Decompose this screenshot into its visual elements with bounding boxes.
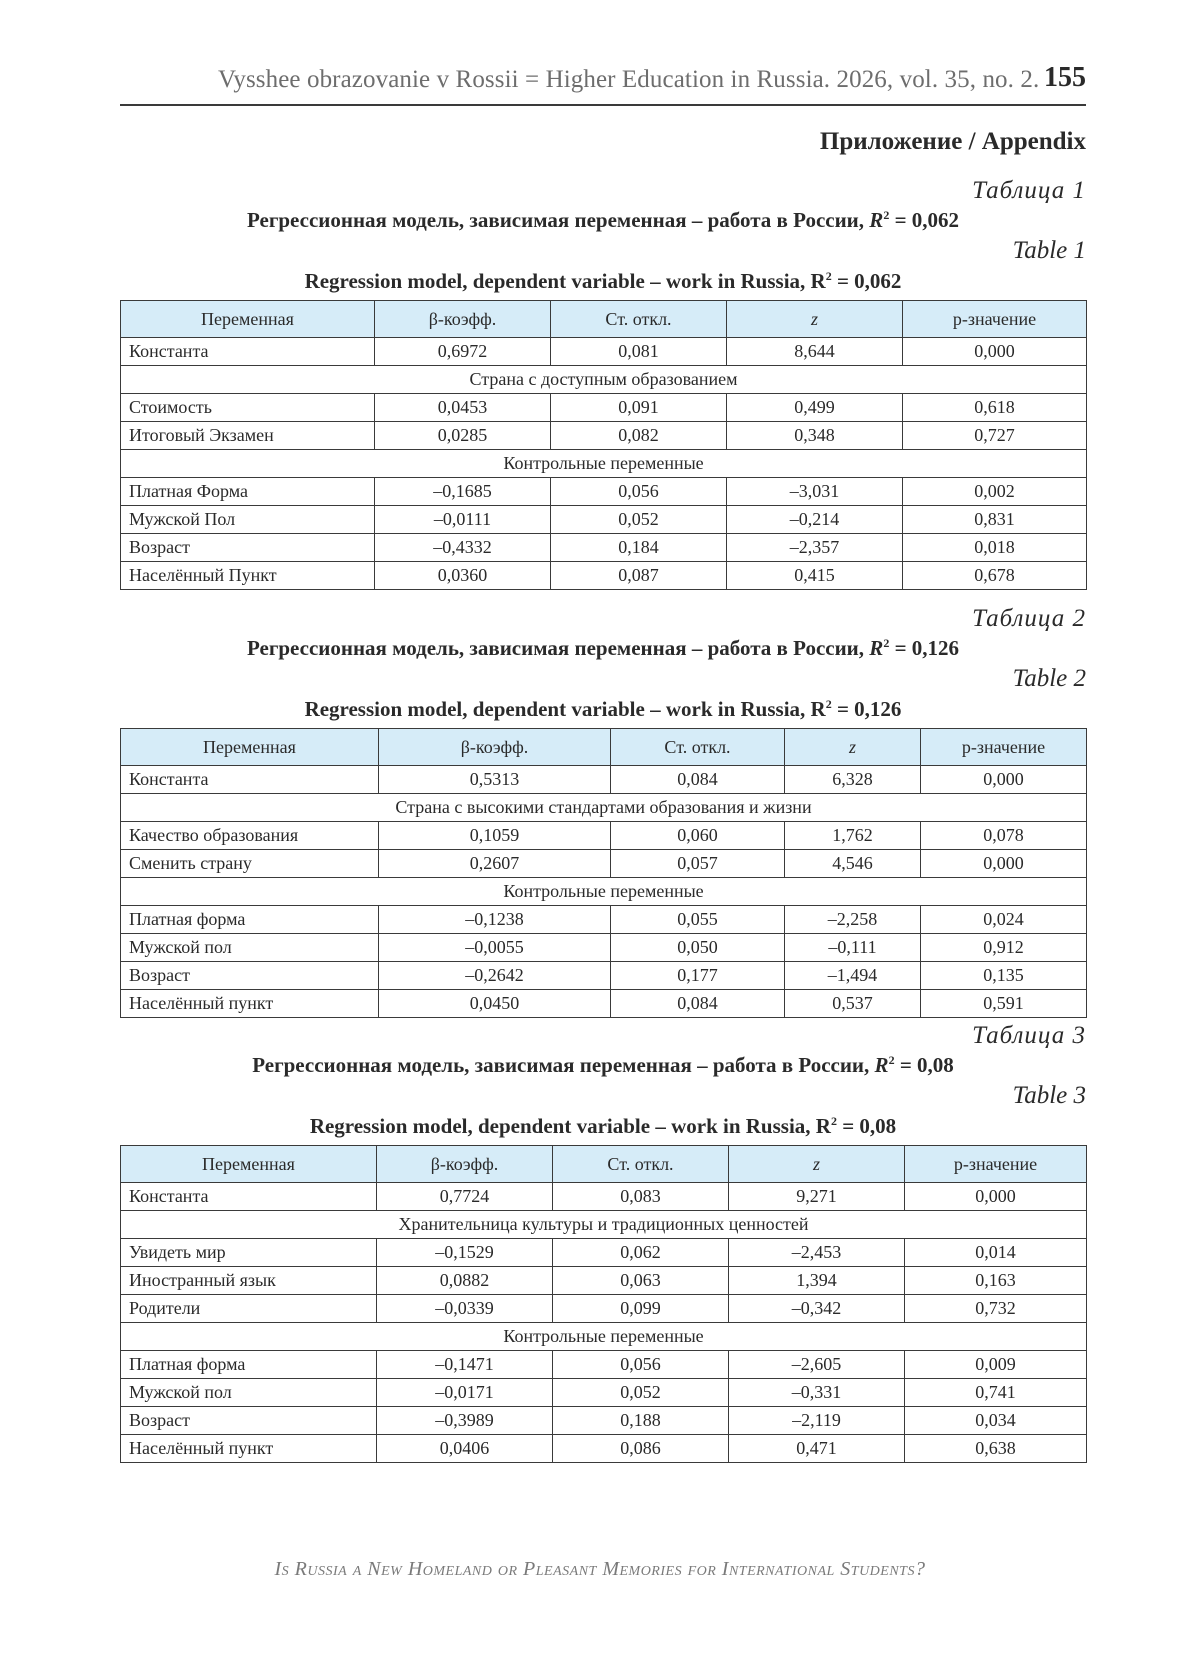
table-cell: 0,537 [785, 990, 921, 1018]
column-header: Ст. откл. [551, 301, 727, 338]
table-cell: 1,394 [729, 1267, 905, 1295]
variable-name: Населённый пункт [121, 1435, 377, 1463]
regression-table-2 [120, 604, 1086, 1018]
r-symbol: R [815, 1114, 831, 1138]
table-cell: 0,1059 [379, 822, 611, 850]
title-ru-text: Регрессионная модель, зависимая переменная – работа в России, [252, 1053, 875, 1077]
variable-name: Мужской пол [121, 1379, 377, 1407]
r-squared-value: = 0,08 [894, 1053, 954, 1077]
table-cell: 0,000 [905, 1183, 1087, 1211]
table-cell: 0,050 [611, 934, 785, 962]
table-cell: 0,052 [551, 506, 727, 534]
variable-name: Населённый Пункт [121, 562, 375, 590]
header-row [121, 301, 1087, 338]
table-row [121, 338, 1087, 366]
table-title-en [120, 694, 1086, 724]
table-row [121, 1295, 1087, 1323]
table-cell: 0,741 [905, 1379, 1087, 1407]
table-cell: 0,060 [611, 822, 785, 850]
table-cell: 0,2607 [379, 850, 611, 878]
table-cell: 0,499 [727, 394, 903, 422]
regression-table [120, 728, 1087, 1018]
table-row [121, 1379, 1087, 1407]
variable-name: Качество образования [121, 822, 379, 850]
table-cell: 0,135 [921, 962, 1087, 990]
table-row [121, 906, 1087, 934]
table-cell: 0,638 [905, 1435, 1087, 1463]
table-row [121, 990, 1087, 1018]
table-cell: 0,6972 [375, 338, 551, 366]
page-number: 155 [1044, 62, 1086, 93]
running-header [120, 58, 1086, 106]
table-cell: –0,1529 [377, 1239, 553, 1267]
variable-name: Увидеть мир [121, 1239, 377, 1267]
section-row [121, 366, 1087, 394]
table-row [121, 422, 1087, 450]
column-header: Переменная [121, 729, 379, 766]
variable-name: Платная форма [121, 1351, 377, 1379]
table-cell: 0,471 [729, 1435, 905, 1463]
table-cell: 0,177 [611, 962, 785, 990]
table-cell: –0,342 [729, 1295, 905, 1323]
table-cell: 0,415 [727, 562, 903, 590]
table-cell: –0,0111 [375, 506, 551, 534]
table-row [121, 962, 1087, 990]
table-row [121, 394, 1087, 422]
table-cell: –0,1471 [377, 1351, 553, 1379]
table-cell: 0,000 [921, 850, 1087, 878]
table-cell: –0,3989 [377, 1407, 553, 1435]
r-symbol: R [810, 697, 826, 721]
r-squared-exponent: 2 [888, 1053, 895, 1067]
table-cell: 0,0450 [379, 990, 611, 1018]
table-cell: –0,2642 [379, 962, 611, 990]
table-cell: 0,0406 [377, 1435, 553, 1463]
variable-name: Платная Форма [121, 478, 375, 506]
running-footer: Is Russia a New Homeland or Pleasant Memories for International Students? [274, 1558, 926, 1580]
table-cell: –0,331 [729, 1379, 905, 1407]
table-cell: 0,831 [903, 506, 1087, 534]
r-squared-exponent: 2 [825, 697, 832, 711]
table-cell: 0,0453 [375, 394, 551, 422]
table-row [121, 562, 1087, 590]
table-cell: 0,000 [921, 766, 1087, 794]
table-title-ru [120, 206, 1086, 234]
table-cell: 0,083 [553, 1183, 729, 1211]
table-cell: 0,7724 [377, 1183, 553, 1211]
table-cell: –0,0171 [377, 1379, 553, 1407]
table-cell: –1,494 [785, 962, 921, 990]
column-header: β-коэфф. [377, 1146, 553, 1183]
table-cell: 1,762 [785, 822, 921, 850]
table-cell: 8,644 [727, 338, 903, 366]
column-header: z [729, 1146, 905, 1183]
variable-name: Возраст [121, 962, 379, 990]
table-label-en: Table 3 [1012, 1082, 1086, 1109]
regression-table [120, 1145, 1087, 1463]
journal-citation: Vysshee obrazovanie v Rossii = Higher Education in Russia. 2026, vol. 35, no. 2. [218, 66, 1040, 93]
column-header: Ст. откл. [553, 1146, 729, 1183]
column-header: Переменная [121, 301, 375, 338]
table-label-ru: Таблица 2 [972, 605, 1086, 632]
column-header: β-коэфф. [375, 301, 551, 338]
table-row [121, 934, 1087, 962]
appendix-heading: Приложение / Appendix [819, 128, 1086, 155]
table-cell: 0,087 [551, 562, 727, 590]
r-squared-value: = 0,08 [836, 1114, 897, 1138]
variable-name: Мужской Пол [121, 506, 375, 534]
r-squared-value: = 0,126 [831, 697, 902, 721]
table-cell: 0,591 [921, 990, 1087, 1018]
column-header: Переменная [121, 1146, 377, 1183]
title-ru-text: Регрессионная модель, зависимая переменная – работа в России, [246, 636, 870, 660]
table-cell: 0,057 [611, 850, 785, 878]
variable-name: Возраст [121, 1407, 377, 1435]
section-row [121, 794, 1087, 822]
section-row [121, 1211, 1087, 1239]
table-cell: 0,086 [553, 1435, 729, 1463]
section-label: Страна с высокими стандартами образования и жизни [121, 794, 1087, 822]
table-cell: –0,4332 [375, 534, 551, 562]
table-cell: 0,678 [903, 562, 1087, 590]
table-cell: 0,084 [611, 766, 785, 794]
table-cell: –0,1238 [379, 906, 611, 934]
r-squared-exponent: 2 [825, 269, 832, 283]
table-cell: 0,034 [905, 1407, 1087, 1435]
header-row [121, 729, 1087, 766]
table-cell: –2,119 [729, 1407, 905, 1435]
variable-name: Константа [121, 1183, 377, 1211]
table-cell: 6,328 [785, 766, 921, 794]
variable-name: Константа [121, 766, 379, 794]
table-cell: 0,063 [553, 1267, 729, 1295]
table-row [121, 822, 1087, 850]
r-symbol: R [874, 1053, 889, 1077]
table-title-en [120, 1111, 1086, 1141]
table-label-en: Table 2 [1012, 665, 1086, 692]
table-cell: 0,056 [551, 478, 727, 506]
table-cell: 0,081 [551, 338, 727, 366]
table-row [121, 1435, 1087, 1463]
table-label-ru: Таблица 1 [972, 177, 1086, 204]
title-en-text: Regression model, dependent variable – work in Russia, [304, 697, 811, 721]
table-row [121, 478, 1087, 506]
table-row [121, 506, 1087, 534]
regression-table-1 [120, 176, 1086, 590]
r-squared-exponent: 2 [883, 208, 890, 222]
table-row [121, 1239, 1087, 1267]
table-cell: 0,078 [921, 822, 1087, 850]
variable-name: Родители [121, 1295, 377, 1323]
r-squared-exponent: 2 [830, 1114, 837, 1128]
r-squared-value: = 0,062 [889, 208, 960, 232]
variable-name: Платная форма [121, 906, 379, 934]
regression-table [120, 300, 1087, 590]
table-cell: 0,727 [903, 422, 1087, 450]
table-cell: –3,031 [727, 478, 903, 506]
table-cell: 0,091 [551, 394, 727, 422]
table-cell: –0,1685 [375, 478, 551, 506]
section-row [121, 450, 1087, 478]
table-cell: 0,024 [921, 906, 1087, 934]
table-cell: 0,082 [551, 422, 727, 450]
section-label: Контрольные переменные [121, 878, 1087, 906]
table-row [121, 766, 1087, 794]
r-symbol: R [869, 208, 884, 232]
table-title-ru [120, 634, 1086, 662]
table-cell: 0,009 [905, 1351, 1087, 1379]
table-cell: 0,732 [905, 1295, 1087, 1323]
table-cell: 0,000 [903, 338, 1087, 366]
table-cell: 0,348 [727, 422, 903, 450]
column-header: z [785, 729, 921, 766]
section-label: Контрольные переменные [121, 450, 1087, 478]
section-label: Контрольные переменные [121, 1323, 1087, 1351]
table-title-ru [120, 1051, 1086, 1079]
column-header: p-значение [921, 729, 1087, 766]
column-header: z [727, 301, 903, 338]
table-cell: 0,618 [903, 394, 1087, 422]
table-cell: 0,099 [553, 1295, 729, 1323]
variable-name: Стоимость [121, 394, 375, 422]
table-cell: 0,5313 [379, 766, 611, 794]
table-cell: 0,014 [905, 1239, 1087, 1267]
table-cell: 0,052 [553, 1379, 729, 1407]
table-cell: 0,163 [905, 1267, 1087, 1295]
table-cell: 0,062 [553, 1239, 729, 1267]
table-cell: –0,0055 [379, 934, 611, 962]
table-cell: 0,0285 [375, 422, 551, 450]
column-header: Ст. откл. [611, 729, 785, 766]
section-row [121, 878, 1087, 906]
table-cell: –2,605 [729, 1351, 905, 1379]
section-row [121, 1323, 1087, 1351]
table-row [121, 534, 1087, 562]
table-row [121, 1407, 1087, 1435]
variable-name: Иностранный язык [121, 1267, 377, 1295]
table-cell: –0,214 [727, 506, 903, 534]
table-row [121, 850, 1087, 878]
variable-name: Мужской пол [121, 934, 379, 962]
table-cell: –0,0339 [377, 1295, 553, 1323]
variable-name: Итоговый Экзамен [121, 422, 375, 450]
table-cell: 0,056 [553, 1351, 729, 1379]
variable-name: Константа [121, 338, 375, 366]
table-label-en: Table 1 [1012, 237, 1086, 264]
table-cell: 0,912 [921, 934, 1087, 962]
variable-name: Населённый пункт [121, 990, 379, 1018]
variable-name: Сменить страну [121, 850, 379, 878]
section-label: Хранительница культуры и традиционных ценностей [121, 1211, 1087, 1239]
variable-name: Возраст [121, 534, 375, 562]
r-symbol: R [810, 269, 826, 293]
table-cell: –0,111 [785, 934, 921, 962]
title-ru-text: Регрессионная модель, зависимая переменная – работа в России, [246, 208, 870, 232]
regression-table-3 [120, 1021, 1086, 1463]
table-cell: 0,188 [553, 1407, 729, 1435]
table-row [121, 1183, 1087, 1211]
table-cell: 4,546 [785, 850, 921, 878]
column-header: p-значение [905, 1146, 1087, 1183]
table-cell: 0,184 [551, 534, 727, 562]
r-squared-value: = 0,062 [831, 269, 902, 293]
title-en-text: Regression model, dependent variable – work in Russia, [304, 269, 811, 293]
table-label-ru: Таблица 3 [972, 1022, 1086, 1049]
table-cell: –2,357 [727, 534, 903, 562]
table-cell: 0,002 [903, 478, 1087, 506]
table-cell: 9,271 [729, 1183, 905, 1211]
table-cell: –2,258 [785, 906, 921, 934]
table-cell: 0,055 [611, 906, 785, 934]
header-row [121, 1146, 1087, 1183]
table-cell: 0,084 [611, 990, 785, 1018]
r-symbol: R [869, 636, 884, 660]
title-en-text: Regression model, dependent variable – work in Russia, [309, 1114, 816, 1138]
r-squared-exponent: 2 [883, 636, 890, 650]
column-header: p-значение [903, 301, 1087, 338]
column-header: β-коэфф. [379, 729, 611, 766]
section-label: Страна с доступным образованием [121, 366, 1087, 394]
table-cell: 0,0360 [375, 562, 551, 590]
table-title-en [120, 266, 1086, 296]
table-cell: 0,018 [903, 534, 1087, 562]
table-cell: –2,453 [729, 1239, 905, 1267]
r-squared-value: = 0,126 [889, 636, 960, 660]
table-cell: 0,0882 [377, 1267, 553, 1295]
table-row [121, 1351, 1087, 1379]
table-row [121, 1267, 1087, 1295]
